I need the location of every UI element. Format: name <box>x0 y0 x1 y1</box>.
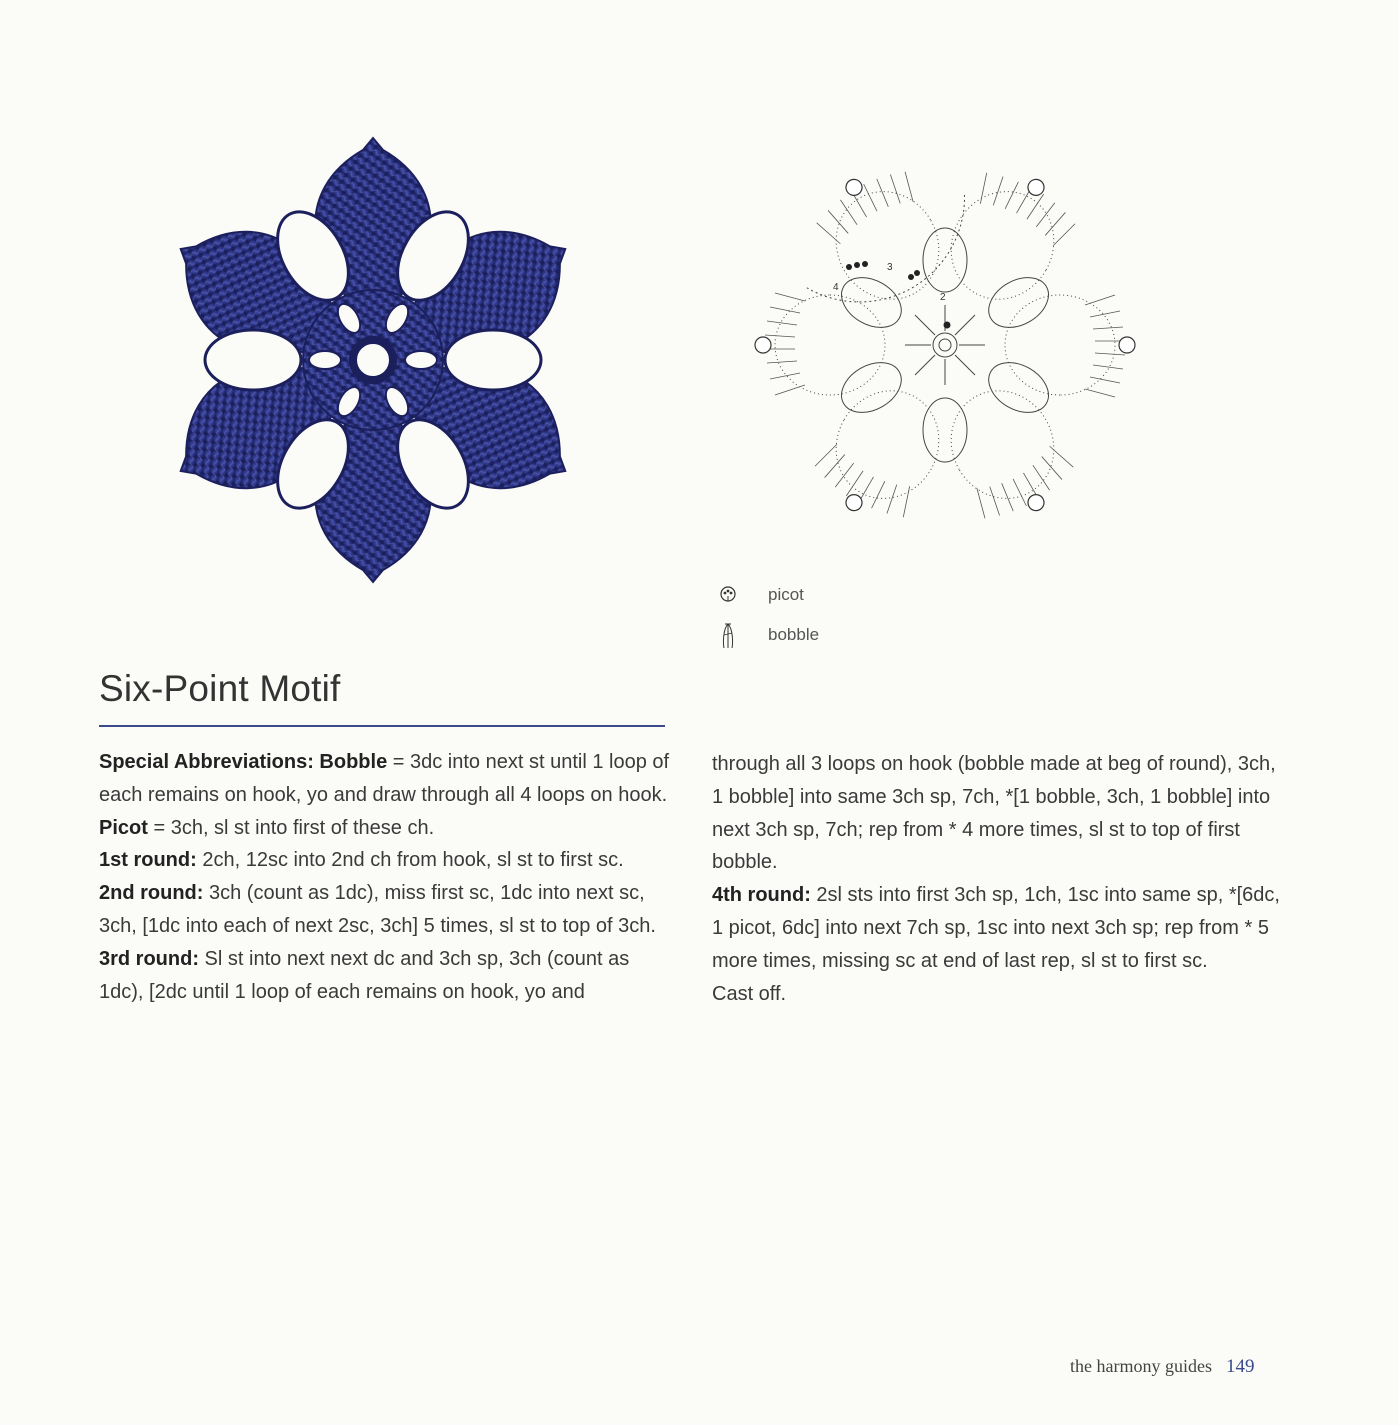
instruction-paragraph <box>99 844 671 877</box>
diagram-round-label: 4 <box>833 282 839 293</box>
diagram-round-label: 2 <box>940 292 946 303</box>
legend-item <box>718 575 918 615</box>
crochet-chart-diagram <box>740 160 1150 530</box>
series-name: the harmony guides <box>1070 1356 1212 1376</box>
instruction-paragraph <box>712 879 1292 977</box>
legend-label-bobble: bobble <box>768 625 820 644</box>
instructions-left-column <box>99 746 671 1008</box>
chart-legend <box>718 575 918 655</box>
instruction-text: 2sl sts into first 3ch sp, 1ch, 1sc into same sp, *[6dc, 1 picot, 6dc] into next 7ch sp, 1sc into next 3ch sp; rep from * 5 more times, missing sc at end of last rep, sl st to first sc. <box>712 884 1280 972</box>
crochet-motif-photo <box>120 128 640 588</box>
instruction-text: 2ch, 12sc into 2nd ch from hook, sl st to first sc. <box>196 849 624 872</box>
instruction-text: Sl st into next next dc and 3ch sp, 3ch (count as 1dc), [2dc until 1 loop of each remains on hook, yo and <box>99 947 630 1003</box>
diagram-round-label: 3 <box>887 262 893 273</box>
instruction-paragraph <box>99 812 671 845</box>
instruction-label: 1st round: <box>99 849 197 872</box>
instruction-label: Special Abbreviations: Bobble <box>99 751 388 773</box>
instruction-text: 3ch (count as 1dc), miss first sc, 1dc into next sc, 3ch, [1dc into each of next 2sc, 3ch] 5 times, sl st to top of 3ch. <box>99 882 656 937</box>
page-number: 149 <box>1225 1356 1255 1377</box>
page-footer <box>1070 1356 1254 1378</box>
instruction-paragraph <box>712 748 1292 879</box>
pattern-title: Six-Point Motif <box>99 668 341 709</box>
instructions-right-column <box>712 748 1292 1010</box>
title-rule <box>99 725 665 727</box>
picot-icon <box>718 585 738 605</box>
instruction-text: = 3dc into next st until 1 loop of each remains on hook, yo and draw through all 4 loops on hook. <box>99 751 670 806</box>
legend-label-picot: picot <box>768 585 804 604</box>
instruction-paragraph <box>99 746 671 812</box>
instruction-text: = 3ch, sl st into first of these ch. <box>147 816 435 839</box>
legend-item <box>718 615 918 655</box>
instruction-text: through all 3 loops on hook (bobble made at beg of round), 3ch, 1 bobble] into same 3ch sp, 7ch, *[1 bobble, 3ch, 1 bobble] into next 3ch sp, 7ch; rep from * 4 more times, sl st to top of first bobble. <box>712 753 1276 874</box>
instruction-text: Cast off. <box>712 982 787 1005</box>
instruction-label: 3rd round: <box>99 947 199 970</box>
instruction-paragraph <box>99 943 671 1009</box>
instruction-paragraph <box>712 978 1292 1011</box>
instruction-label: 2nd round: <box>99 882 204 905</box>
instruction-paragraph <box>99 877 671 943</box>
instruction-label: 4th round: <box>712 884 811 907</box>
bobble-icon <box>718 621 738 649</box>
instruction-label: Picot <box>99 816 148 839</box>
